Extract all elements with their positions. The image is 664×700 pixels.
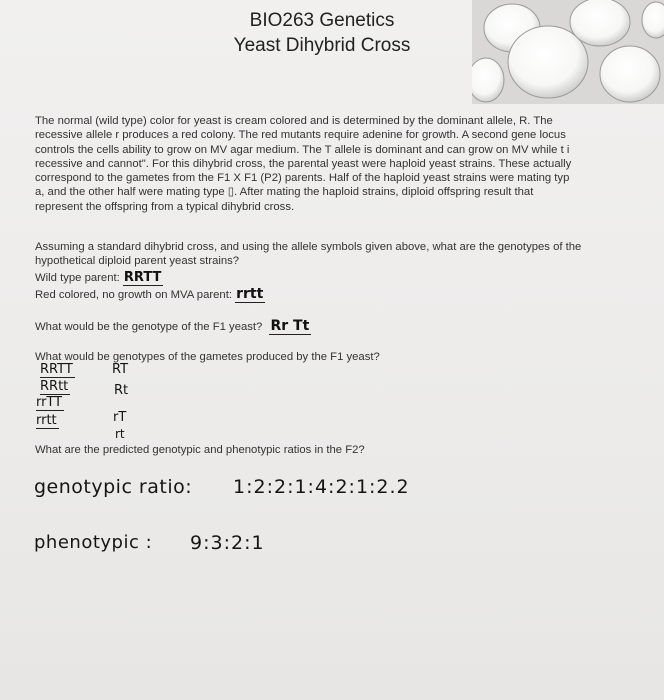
lab-title: Yeast Dihybrid Cross xyxy=(233,35,411,56)
phenotypic-ratio-answer: 9:3:2:1 xyxy=(190,532,265,554)
gametes-prompt: What would be genotypes of the gametes produced by the F1 yeast? xyxy=(35,351,380,363)
gamete-left-item: rrTT xyxy=(36,395,63,410)
gamete-left-item: RRtt xyxy=(40,379,69,394)
intro-line: represent the offspring from a typical dihybrid cross. xyxy=(35,200,295,213)
yeast-cells-illustration xyxy=(472,0,664,104)
question-line: hypothetical diploid parent yeast strains? xyxy=(35,255,240,268)
gamete-left-item: RRTT xyxy=(40,362,73,377)
genotypic-ratio-label: genotypic ratio: xyxy=(34,476,193,498)
intro-line: recessive and cannot". For this dihybrid cross, the parental yeast were haploid yeast strains. These actually xyxy=(35,157,572,170)
phenotypic-ratio-label: phenotypic : xyxy=(34,532,153,553)
wild-type-row xyxy=(35,270,163,285)
ratios-prompt: What are the predicted genotypic and phenotypic ratios in the F2? xyxy=(35,444,365,456)
intro-line: a, and the other half were mating type ▯. After mating the haploid strains, diploid offspring result that xyxy=(35,186,534,199)
question-line: Assuming a standard dihybrid cross, and using the allele symbols given above, what are the genotypes of the xyxy=(35,241,582,253)
gamete-right-item: rt xyxy=(115,427,125,441)
red-parent-label: Red colored, no growth on MVA parent: xyxy=(35,289,232,301)
red-parent-answer: rrtt xyxy=(236,286,264,302)
f1-genotype-answer: Rr Tt xyxy=(270,318,310,334)
gamete-right-item: rT xyxy=(113,410,127,425)
genotypic-ratio-answer: 1:2:2:1:4:2:1:2.2 xyxy=(233,476,410,498)
intro-line: recessive allele r produces a red colony. The red mutants require adenine for growth. A second gene locus xyxy=(35,129,566,142)
red-parent-row xyxy=(35,286,265,302)
wild-type-answer: RRTT xyxy=(123,270,162,285)
intro-line: The normal (wild type) color for yeast is cream colored and is determined by the dominant allele, R. The xyxy=(35,115,553,127)
gamete-left-item: rrtt xyxy=(36,413,57,428)
question-1-prompt xyxy=(35,240,664,269)
f1-genotype-prompt: What would be the genotype of the F1 yeast? xyxy=(35,321,263,333)
f1-genotype-row xyxy=(35,318,311,334)
yeast-cells-photo xyxy=(472,0,664,104)
gamete-right-item: RT xyxy=(112,362,129,377)
intro-line: correspond to the gametes from the F1 X F1 (P2) parents. Half of the haploid yeast strains were mating typ xyxy=(35,172,570,185)
intro-paragraph xyxy=(35,114,664,214)
intro-line: controls the cells ability to grow on MV agar medium. The T allele is dominant and can grow on MV while t i xyxy=(35,143,570,156)
wild-type-label: Wild type parent: xyxy=(35,272,120,284)
course-title: BIO263 Genetics xyxy=(249,10,395,31)
gamete-right-item: Rt xyxy=(114,383,129,398)
